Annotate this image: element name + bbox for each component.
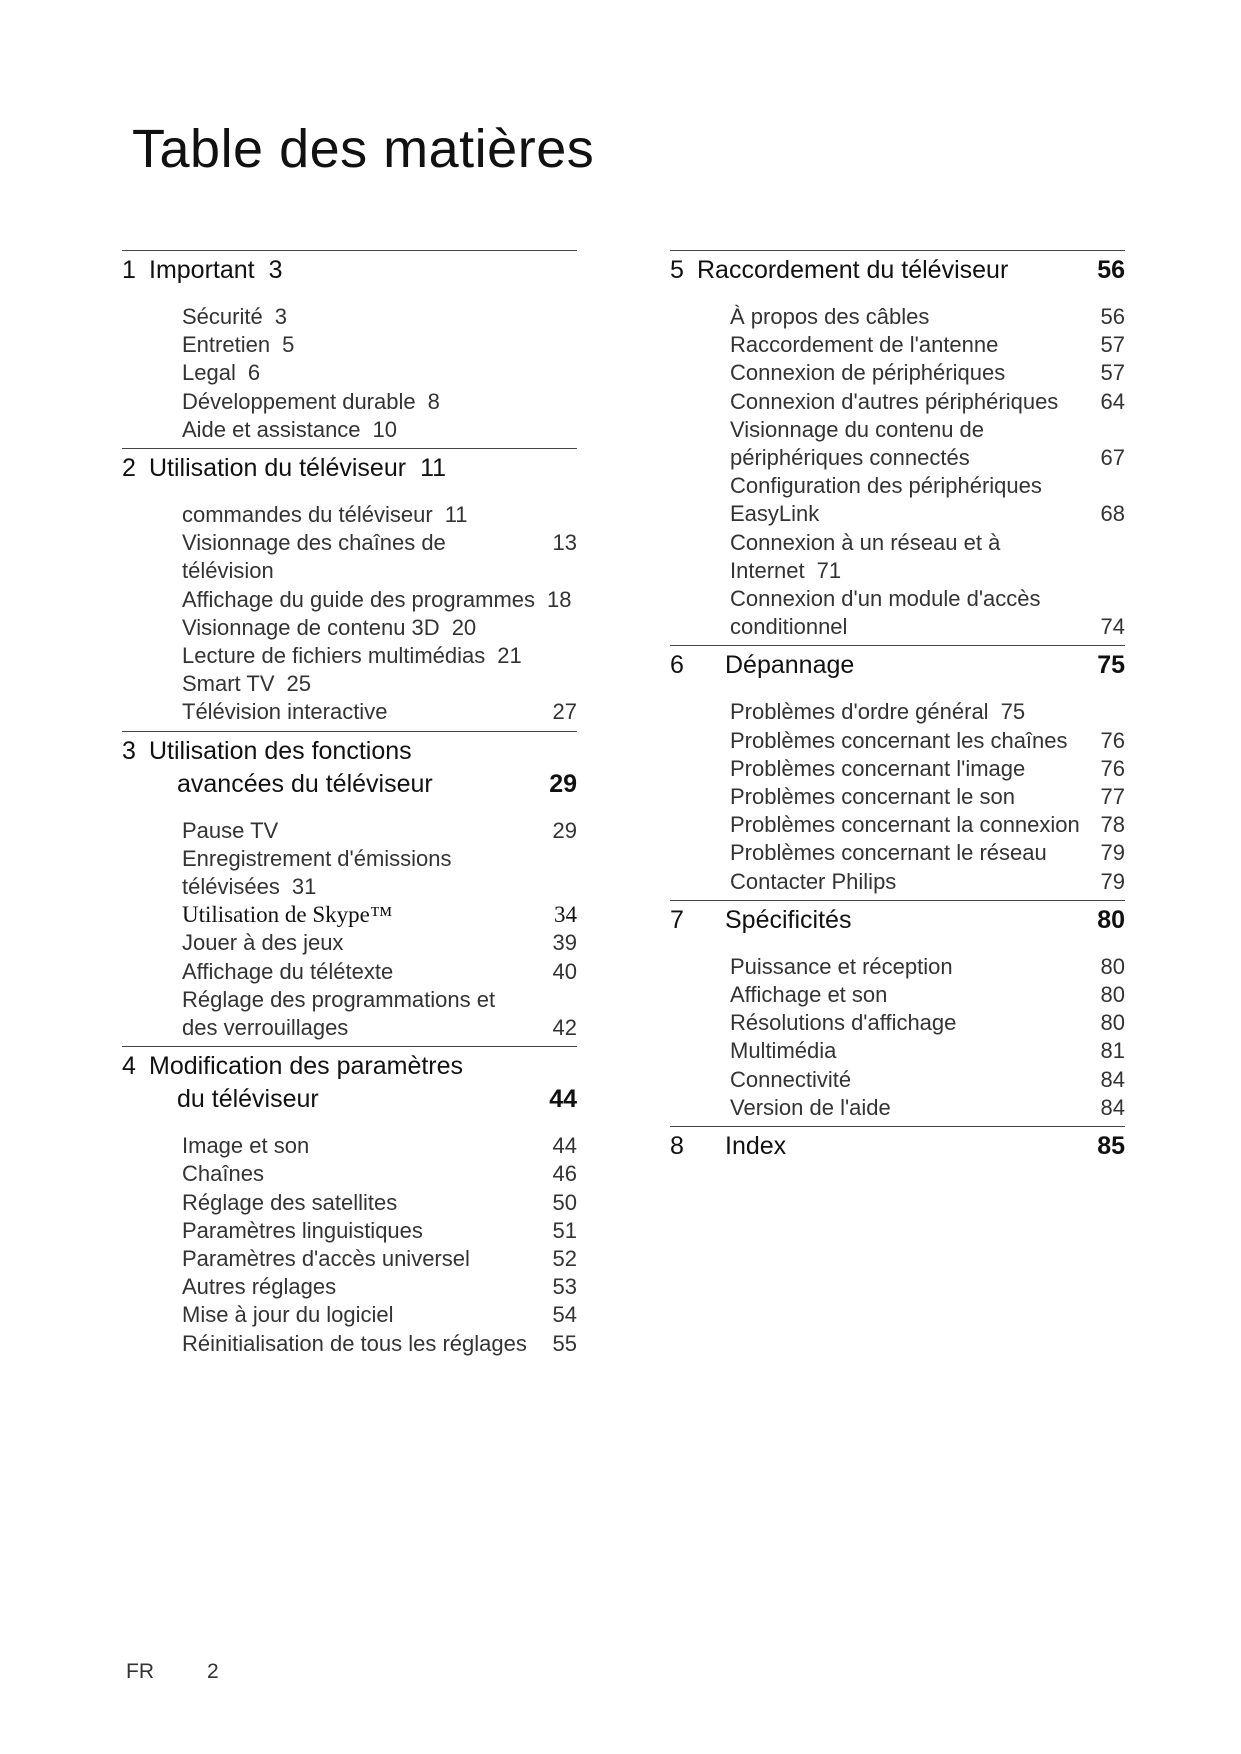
toc-entry[interactable] (182, 416, 577, 444)
entry-page: 51 (552, 1217, 577, 1243)
section-heading[interactable] (670, 901, 1125, 937)
entry-page: 80 (1100, 982, 1125, 1008)
section-title (149, 1050, 525, 1116)
entry-title: Affichage et son (730, 982, 888, 1008)
entry-page: 80 (1100, 1010, 1125, 1036)
section-title-line2: avancées du téléviseur (177, 769, 433, 798)
entry-title: commandes du téléviseur (182, 502, 433, 528)
toc-entry[interactable] (182, 1189, 577, 1217)
entry-title: Visionnage du contenu de (730, 416, 985, 442)
section-page: 56 (1097, 256, 1125, 284)
section-page: 75 (1097, 651, 1125, 680)
toc-entry[interactable] (730, 416, 1125, 444)
toc-entry[interactable] (182, 986, 577, 1014)
entry-page: 68 (1100, 501, 1125, 527)
section-number: 4 (122, 1052, 136, 1081)
toc-entry[interactable] (182, 529, 577, 585)
entry-page: 79 (1100, 840, 1125, 866)
entry-page: 50 (552, 1189, 577, 1215)
entry-page: 52 (552, 1246, 577, 1272)
entry-title: des verrouillages (182, 1015, 349, 1041)
toc-entry[interactable] (182, 614, 577, 642)
entry-page (1081, 585, 1125, 613)
section-heading[interactable] (670, 251, 1125, 287)
toc-entry[interactable] (730, 1009, 1125, 1037)
section-title-line1: Utilisation des fonctions (149, 736, 412, 765)
section-heading[interactable] (122, 1047, 577, 1116)
entry-title: Internet (730, 557, 805, 583)
toc-entry[interactable] (182, 501, 577, 529)
section-title: Index (725, 1132, 787, 1161)
toc-entry[interactable] (182, 1330, 577, 1358)
entry-page: 84 (1100, 1094, 1125, 1120)
section-page: 29 (549, 769, 577, 798)
entry-title: Jouer à des jeux (182, 930, 344, 956)
entry-title: conditionnel (730, 614, 848, 640)
entry-title: Affichage du guide des programmes (182, 586, 536, 612)
section-number: 8 (670, 1132, 684, 1161)
entry-title: Raccordement de l'antenne (730, 332, 999, 358)
entry-title: Utilisation de Skype™ (182, 902, 393, 928)
toc-entry[interactable] (182, 873, 577, 901)
entry-title: Problèmes concernant les chaînes (730, 727, 1068, 753)
entry-page: 67 (1100, 445, 1125, 471)
toc-entry[interactable] (730, 444, 1125, 472)
toc-entry[interactable] (182, 642, 577, 670)
entry-page: 44 (552, 1133, 577, 1159)
toc-section (122, 448, 577, 728)
section-heading[interactable] (670, 646, 1125, 682)
section-heading[interactable] (670, 1127, 1125, 1163)
entry-title: Puissance et réception (730, 953, 953, 979)
toc-entry[interactable] (730, 585, 1125, 613)
entry-title: Connexion à un réseau et à (730, 529, 1001, 555)
entry-page: 3 (274, 304, 287, 329)
section-heading[interactable] (122, 449, 577, 485)
entry-page: 71 (816, 557, 842, 583)
section-number: 5 (670, 256, 684, 284)
toc-entry[interactable] (730, 1037, 1125, 1065)
entry-page: 27 (552, 699, 577, 725)
page-title: Table des matières (132, 119, 595, 179)
toc-section (670, 1126, 1125, 1163)
toc-entry[interactable] (182, 303, 577, 331)
entry-page: 84 (1100, 1066, 1125, 1092)
entry-title: Chaînes (182, 1161, 264, 1187)
entry-page: 53 (552, 1274, 577, 1300)
section-title: Utilisation du téléviseur (149, 454, 407, 483)
entry-title: Connectivité (730, 1066, 852, 1092)
entry-title: Pause TV (182, 817, 279, 843)
entry-title: Affichage du télétexte (182, 958, 394, 984)
toc-entry[interactable] (730, 811, 1125, 839)
entry-title: Télévision interactive (182, 699, 388, 725)
section-number: 6 (670, 651, 684, 680)
entry-page (533, 845, 577, 873)
section-page: 80 (1097, 905, 1125, 934)
entry-page: 80 (1100, 953, 1125, 979)
section-page: 85 (1097, 1132, 1125, 1161)
toc-entry[interactable] (730, 557, 1125, 585)
section-title: Spécificités (725, 905, 852, 934)
entry-title: Réglage des satellites (182, 1189, 398, 1215)
entry-page: 55 (552, 1330, 577, 1356)
section-page: 11 (420, 454, 447, 483)
entry-page: 11 (444, 502, 468, 528)
toc-entry[interactable] (730, 388, 1125, 416)
toc-entry[interactable] (730, 613, 1125, 641)
entry-title: Legal (182, 360, 236, 386)
toc-entry[interactable] (182, 845, 577, 873)
footer-language: FR (126, 1660, 154, 1683)
entry-title: Configuration des périphériques (730, 473, 1042, 499)
entry-title: Résolutions d'affichage (730, 1010, 957, 1036)
toc-left-column (122, 250, 577, 1359)
entry-title: Connexion de périphériques (730, 360, 1006, 386)
entry-page (1081, 529, 1125, 557)
entry-page: 5 (282, 332, 295, 358)
entry-page (1081, 472, 1125, 500)
entry-page (533, 986, 577, 1014)
entry-page: 31 (291, 874, 317, 900)
toc-entry[interactable] (182, 1160, 577, 1188)
toc-section (670, 900, 1125, 1123)
entry-page: 74 (1100, 614, 1125, 640)
entry-title: Problèmes d'ordre général (730, 699, 989, 725)
entry-page (1081, 416, 1125, 444)
section-number: 1 (122, 256, 136, 284)
entry-title: Problèmes concernant l'image (730, 755, 1026, 781)
toc-entry[interactable] (730, 755, 1125, 783)
toc-entry[interactable] (730, 981, 1125, 1009)
toc-right-column (670, 250, 1125, 1163)
toc-entry[interactable] (730, 359, 1125, 387)
entry-page: 40 (552, 958, 577, 984)
entry-page: 64 (1100, 388, 1125, 414)
toc-entry[interactable] (730, 783, 1125, 811)
entry-page: 8 (427, 388, 440, 414)
entry-page: 76 (1100, 727, 1125, 753)
entry-page: 34 (554, 902, 577, 928)
entry-title: Problèmes concernant la connexion (730, 812, 1080, 838)
toc-entry[interactable] (182, 359, 577, 387)
entry-title: EasyLink (730, 501, 820, 527)
toc-entry[interactable] (730, 472, 1125, 500)
toc-entry[interactable] (182, 817, 577, 845)
entry-title: Entretien (182, 332, 271, 358)
toc-entry[interactable] (730, 500, 1125, 528)
toc-entry[interactable] (182, 388, 577, 416)
entry-page: 79 (1100, 868, 1125, 894)
toc-entry[interactable] (730, 1066, 1125, 1094)
entry-title: Réglage des programmations et (182, 986, 496, 1012)
toc-section (670, 645, 1125, 896)
entry-title: Réinitialisation de tous les réglages (182, 1330, 527, 1356)
entry-page: 54 (552, 1302, 577, 1328)
entry-title: Connexion d'un module d'accès (730, 586, 1041, 612)
toc-entry[interactable] (182, 1132, 577, 1160)
toc-entry[interactable] (730, 331, 1125, 359)
toc-entry[interactable] (182, 1245, 577, 1273)
section-heading[interactable] (122, 732, 577, 801)
toc-entry[interactable] (730, 727, 1125, 755)
entry-page: 39 (552, 930, 577, 956)
toc-entry[interactable] (182, 1273, 577, 1301)
toc-entry[interactable] (182, 331, 577, 359)
toc-entry[interactable] (182, 901, 577, 929)
entry-title: Contacter Philips (730, 868, 897, 894)
entry-page: 21 (497, 643, 522, 669)
toc-section (122, 250, 577, 445)
entry-title: Enregistrement d'émissions (182, 845, 452, 871)
entry-page: 20 (451, 614, 477, 640)
entry-title: Lecture de fichiers multimédias (182, 643, 486, 669)
entry-title: Développement durable (182, 388, 416, 414)
toc-entry[interactable] (730, 839, 1125, 867)
toc-section (122, 1046, 577, 1359)
entry-title: Autres réglages (182, 1274, 337, 1300)
entry-title: Mise à jour du logiciel (182, 1302, 394, 1328)
toc-entry[interactable] (182, 1217, 577, 1245)
entry-page: 25 (286, 671, 311, 697)
toc-entry[interactable] (730, 868, 1125, 896)
entry-page: 29 (552, 817, 577, 843)
footer-page-number: 2 (207, 1660, 219, 1683)
section-title (149, 735, 525, 801)
section-heading[interactable] (122, 251, 577, 287)
entry-page: 77 (1100, 784, 1125, 810)
entry-title: Image et son (182, 1133, 310, 1159)
entry-page: 81 (1100, 1038, 1125, 1064)
entry-page: 56 (1100, 304, 1125, 329)
toc-entry[interactable] (730, 529, 1125, 557)
toc-entry[interactable] (730, 1094, 1125, 1122)
entry-title: Paramètres linguistiques (182, 1217, 423, 1243)
entry-page: 75 (1000, 699, 1026, 725)
entry-page: 78 (1100, 812, 1125, 838)
toc-section (122, 731, 577, 1044)
section-page: 3 (268, 256, 283, 284)
entry-page: 42 (552, 1015, 577, 1041)
entry-page: 76 (1100, 755, 1125, 781)
section-title: Raccordement du téléviseur (697, 256, 1009, 284)
entry-page: 6 (247, 360, 261, 386)
section-number: 2 (122, 454, 136, 483)
toc-entry[interactable] (182, 670, 577, 698)
entry-title: Connexion d'autres périphériques (730, 388, 1059, 414)
entry-title: périphériques connectés (730, 445, 970, 471)
section-title-line1: Modification des paramètres (149, 1052, 464, 1081)
entry-title: télévisées (182, 874, 280, 900)
entry-title: Paramètres d'accès universel (182, 1246, 470, 1272)
section-page: 44 (549, 1085, 577, 1114)
entry-title: Visionnage de contenu 3D (182, 614, 440, 640)
entry-title: Sécurité (182, 304, 263, 329)
entry-title: Multimédia (730, 1038, 837, 1064)
toc-entry[interactable] (182, 586, 577, 614)
entry-title: Visionnage des chaînes de télévision (182, 530, 446, 584)
toc-entry[interactable] (182, 1301, 577, 1329)
entry-title: À propos des câbles (730, 304, 930, 329)
entry-title: Problèmes concernant le son (730, 784, 1015, 810)
section-number: 3 (122, 736, 136, 765)
entry-title: Smart TV (182, 671, 275, 697)
entry-title: Version de l'aide (730, 1094, 891, 1120)
toc-entry[interactable] (182, 1014, 577, 1042)
toc-entry[interactable] (730, 303, 1125, 331)
toc-entry[interactable] (182, 958, 577, 986)
section-title: Dépannage (725, 651, 855, 680)
entry-page: 13 (552, 530, 577, 556)
entry-page: 57 (1100, 360, 1125, 386)
entry-page: 46 (552, 1161, 577, 1187)
toc-section (670, 250, 1125, 642)
section-title-line2: du téléviseur (177, 1085, 319, 1114)
section-number: 7 (670, 905, 684, 934)
entry-page: 10 (372, 416, 398, 442)
toc-entry[interactable] (182, 698, 577, 726)
entry-title: Aide et assistance (182, 416, 361, 442)
entry-page: 18 (547, 586, 572, 612)
section-title: Important (149, 256, 255, 284)
toc-entry[interactable] (730, 698, 1125, 726)
page-footer (126, 1660, 219, 1684)
entry-page: 57 (1100, 332, 1125, 358)
entry-title: Problèmes concernant le réseau (730, 840, 1047, 866)
toc-entry[interactable] (182, 929, 577, 957)
toc-entry[interactable] (730, 953, 1125, 981)
